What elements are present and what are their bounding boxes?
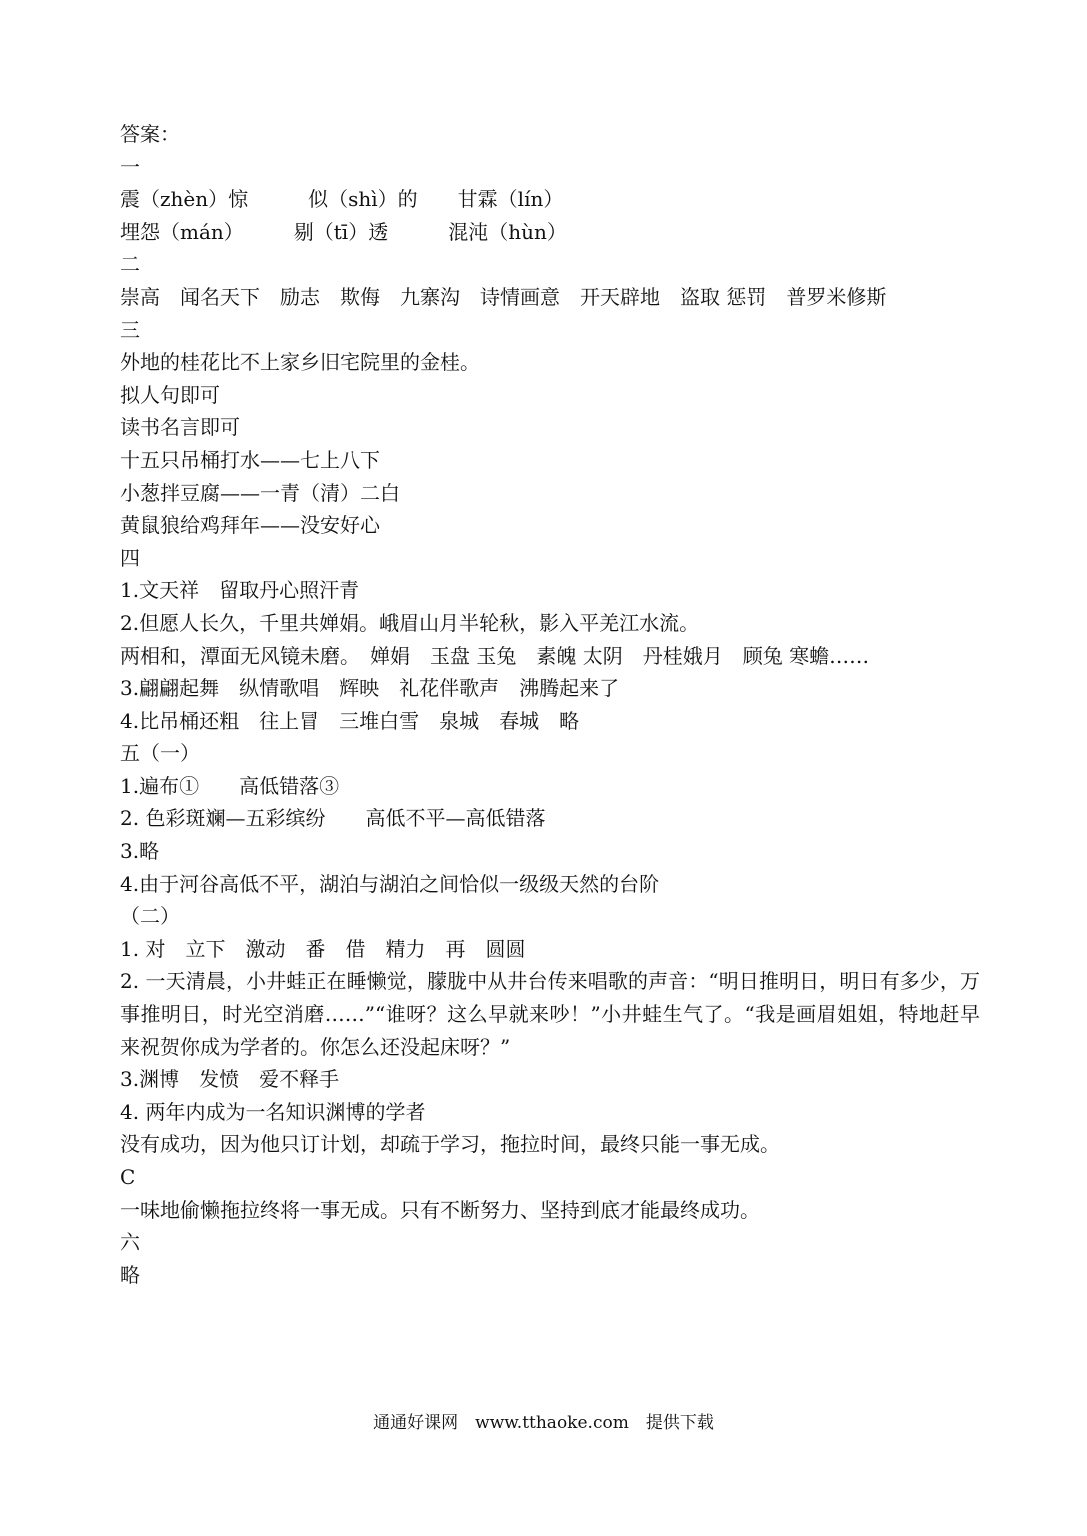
pinyin-row-2: 埋怨（mán） 剔（tī）透 混沌（hùn）: [120, 219, 567, 244]
section-3-heading: 三: [120, 317, 140, 342]
answer-line: 黄鼠狼给鸡拜年——没安好心: [120, 513, 380, 538]
pinyin-row-1: 震（zhèn）惊 似（shì）的 甘霖（lín）: [120, 187, 564, 212]
section-1-heading: 一: [120, 154, 140, 179]
answer-line: 没有成功，因为他只订计划，却疏于学习，拖拉时间，最终只能一事无成。: [120, 1132, 780, 1157]
answer-line: C: [120, 1165, 136, 1189]
answer-line: 小葱拌豆腐——一青（清）二白: [120, 480, 400, 505]
answer-line: 读书名言即可: [120, 415, 240, 440]
answer-paragraph: 2. 一天清晨，小井蛙正在睡懒觉，朦胧中从井台传来唱歌的声音：“明日推明日，明日有多少，万事推明日，时光空消磨……”“谁呀？这么早就来吵！”小井蛙生气了。“我是画眉姐姐，特地赶早来祝贺你成为学者的。你怎么还没起床呀？”: [120, 969, 980, 1059]
answer-line: 4.比吊桶还粗 往上冒 三堆白雪 泉城 春城 略: [120, 708, 580, 733]
answer-heading: 答案：: [120, 122, 180, 146]
answer-content: [120, 118, 980, 1291]
answer-line: 3.翩翩起舞 纵情歌唱 辉映 礼花伴歌声 沸腾起来了: [120, 676, 620, 701]
answer-line: 2. 色彩斑斓—五彩缤纷 高低不平—高低错落: [120, 806, 546, 831]
answer-line: 3.渊博 发愤 爱不释手: [120, 1067, 340, 1092]
section-2-heading: 二: [120, 252, 140, 277]
answer-line: 十五只吊桶打水——七上八下: [120, 447, 380, 472]
answer-line: 一味地偷懒拖拉终将一事无成。只有不断努力、坚持到底才能最终成功。: [120, 1197, 760, 1222]
answer-line: 2.但愿人长久，千里共婵娟。峨眉山月半轮秋，影入平羌江水流。: [120, 610, 700, 635]
answer-line: 4. 两年内成为一名知识渊博的学者: [120, 1099, 426, 1124]
answer-line: 拟人句即可: [120, 382, 220, 407]
footer-text: 通通好课网 www.tthaoke.com 提供下载: [373, 1413, 714, 1433]
section-6-heading: 六: [120, 1230, 140, 1255]
answer-line: 1.遍布① 高低错落③: [120, 773, 340, 798]
answer-line: 4.由于河谷高低不平，湖泊与湖泊之间恰似一级级天然的台阶: [120, 871, 660, 896]
answer-line: 1. 对 立下 激动 番 借 精力 再 圆圆: [120, 936, 526, 961]
answer-line: 1.文天祥 留取丹心照汗青: [120, 578, 360, 603]
answer-line: 3.略: [120, 839, 160, 864]
answer-line: 两相和，潭面无风镜未磨。 婵娟 玉盘 玉兔 素魄 太阴 丹桂娥月 顾兔 寒蟾……: [120, 643, 870, 668]
section-5-heading: 五（一）: [120, 741, 200, 766]
subsection-heading: （二）: [120, 904, 180, 929]
answer-line: 略: [120, 1262, 140, 1287]
answer-line: 外地的桂花比不上家乡旧宅院里的金桂。: [120, 350, 480, 375]
section-4-heading: 四: [120, 545, 140, 570]
words-row: 崇高 闻名天下 励志 欺侮 九寨沟 诗情画意 开天辟地 盗取 惩罚 普罗米修斯: [120, 284, 887, 309]
